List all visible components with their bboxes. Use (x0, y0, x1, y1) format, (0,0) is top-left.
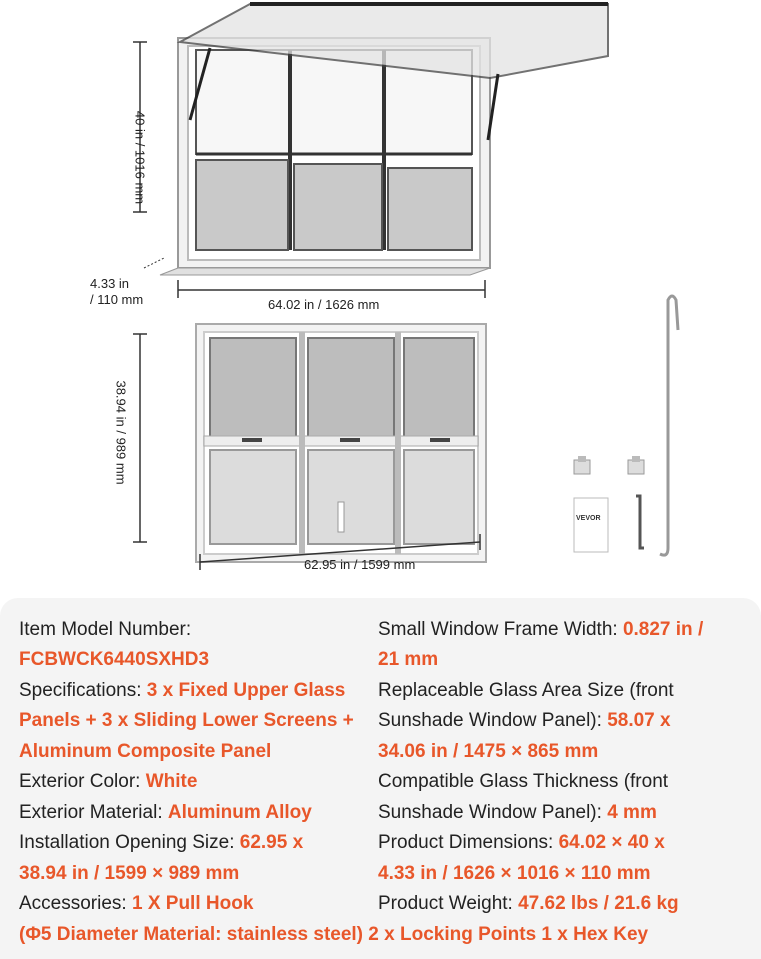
accessories-row-2 (19, 921, 648, 949)
sliding-window-illustration (130, 318, 510, 578)
weight-row (378, 890, 679, 918)
model-value: FCBWCK6440SXHD3 (19, 649, 210, 670)
weight-label: Product Weight: (378, 893, 513, 914)
product-dim-label: Product Dimensions: (378, 832, 554, 853)
bottom-height-label: 38.94 in / 989 mm (113, 380, 129, 485)
spec-value-2: Panels + 3 x Sliding Lower Screens + (19, 710, 354, 731)
spec-row-3 (19, 738, 271, 766)
top-width-label: 64.02 in / 1626 mm (268, 297, 380, 312)
top-height-label: 40 in / 1016 mm (132, 110, 148, 205)
accessories-label: Accessories: (19, 893, 127, 914)
frame-value-2: 21 mm (378, 649, 439, 670)
spec-row-2 (19, 707, 354, 735)
frame-row-2 (378, 646, 438, 674)
thickness-label-2: Sunshade Window Panel): (378, 802, 602, 823)
accessories-value-1: 1 X Pull Hook (131, 893, 254, 914)
opening-row-2 (19, 860, 239, 888)
model-value-row (19, 646, 209, 674)
frame-label: Small Window Frame Width: (378, 619, 618, 640)
weight-value: 47.62 lbs / 21.6 kg (518, 893, 679, 914)
model-label: Item Model Number: (19, 619, 192, 640)
material-row (19, 799, 312, 827)
frame-value-1: 0.827 in / (622, 619, 704, 640)
model-row (19, 616, 191, 644)
manual-brand-logo: VEVOR (576, 515, 601, 522)
spec-label: Specifications: (19, 680, 142, 701)
color-label: Exterior Color: (19, 771, 141, 792)
bottom-width-label: 62.95 in / 1599 mm (304, 557, 416, 572)
opening-label: Installation Opening Size: (19, 832, 235, 853)
top-depth-label-1: 4.33 in (90, 276, 130, 291)
glass-area-row (378, 677, 674, 705)
glass-area-row-3 (378, 738, 598, 766)
product-dim-value-1: 64.02 × 40 x (558, 832, 665, 853)
product-dim-row (378, 829, 665, 857)
color-row (19, 768, 197, 796)
product-dim-row-2 (378, 860, 651, 888)
glass-area-label-2: Sunshade Window Panel): (378, 710, 602, 731)
accessories-value-2: (Φ5 Diameter Material: stainless steel) 2 x Locking Points 1 x Hex Key (19, 924, 649, 945)
thickness-row-2 (378, 799, 657, 827)
spec-value-3: Aluminum Composite Panel (19, 741, 272, 762)
accessories-row (19, 890, 253, 918)
frame-row (378, 616, 703, 644)
thickness-value: 4 mm (607, 802, 657, 823)
spec-value-1: 3 x Fixed Upper Glass (146, 680, 346, 701)
glass-area-row-2 (378, 707, 671, 735)
spec-row (19, 677, 345, 705)
awning-window-illustration (130, 0, 610, 300)
material-label: Exterior Material: (19, 802, 163, 823)
glass-area-value-2: 34.06 in / 1475 × 865 mm (378, 741, 599, 762)
thickness-label-1: Compatible Glass Thickness (front (378, 771, 669, 792)
opening-value-1: 62.95 x (239, 832, 304, 853)
glass-area-value-1: 58.07 x (607, 710, 671, 731)
product-dim-value-2: 4.33 in / 1626 × 1016 × 110 mm (378, 863, 651, 884)
glass-area-label-1: Replaceable Glass Area Size (front (378, 680, 674, 701)
opening-row (19, 829, 303, 857)
material-value: Aluminum Alloy (167, 802, 312, 823)
thickness-row (378, 768, 668, 796)
top-depth-label-2: / 110 mm (90, 292, 144, 307)
color-value: White (145, 771, 198, 792)
opening-value-2: 38.94 in / 1599 × 989 mm (19, 863, 240, 884)
